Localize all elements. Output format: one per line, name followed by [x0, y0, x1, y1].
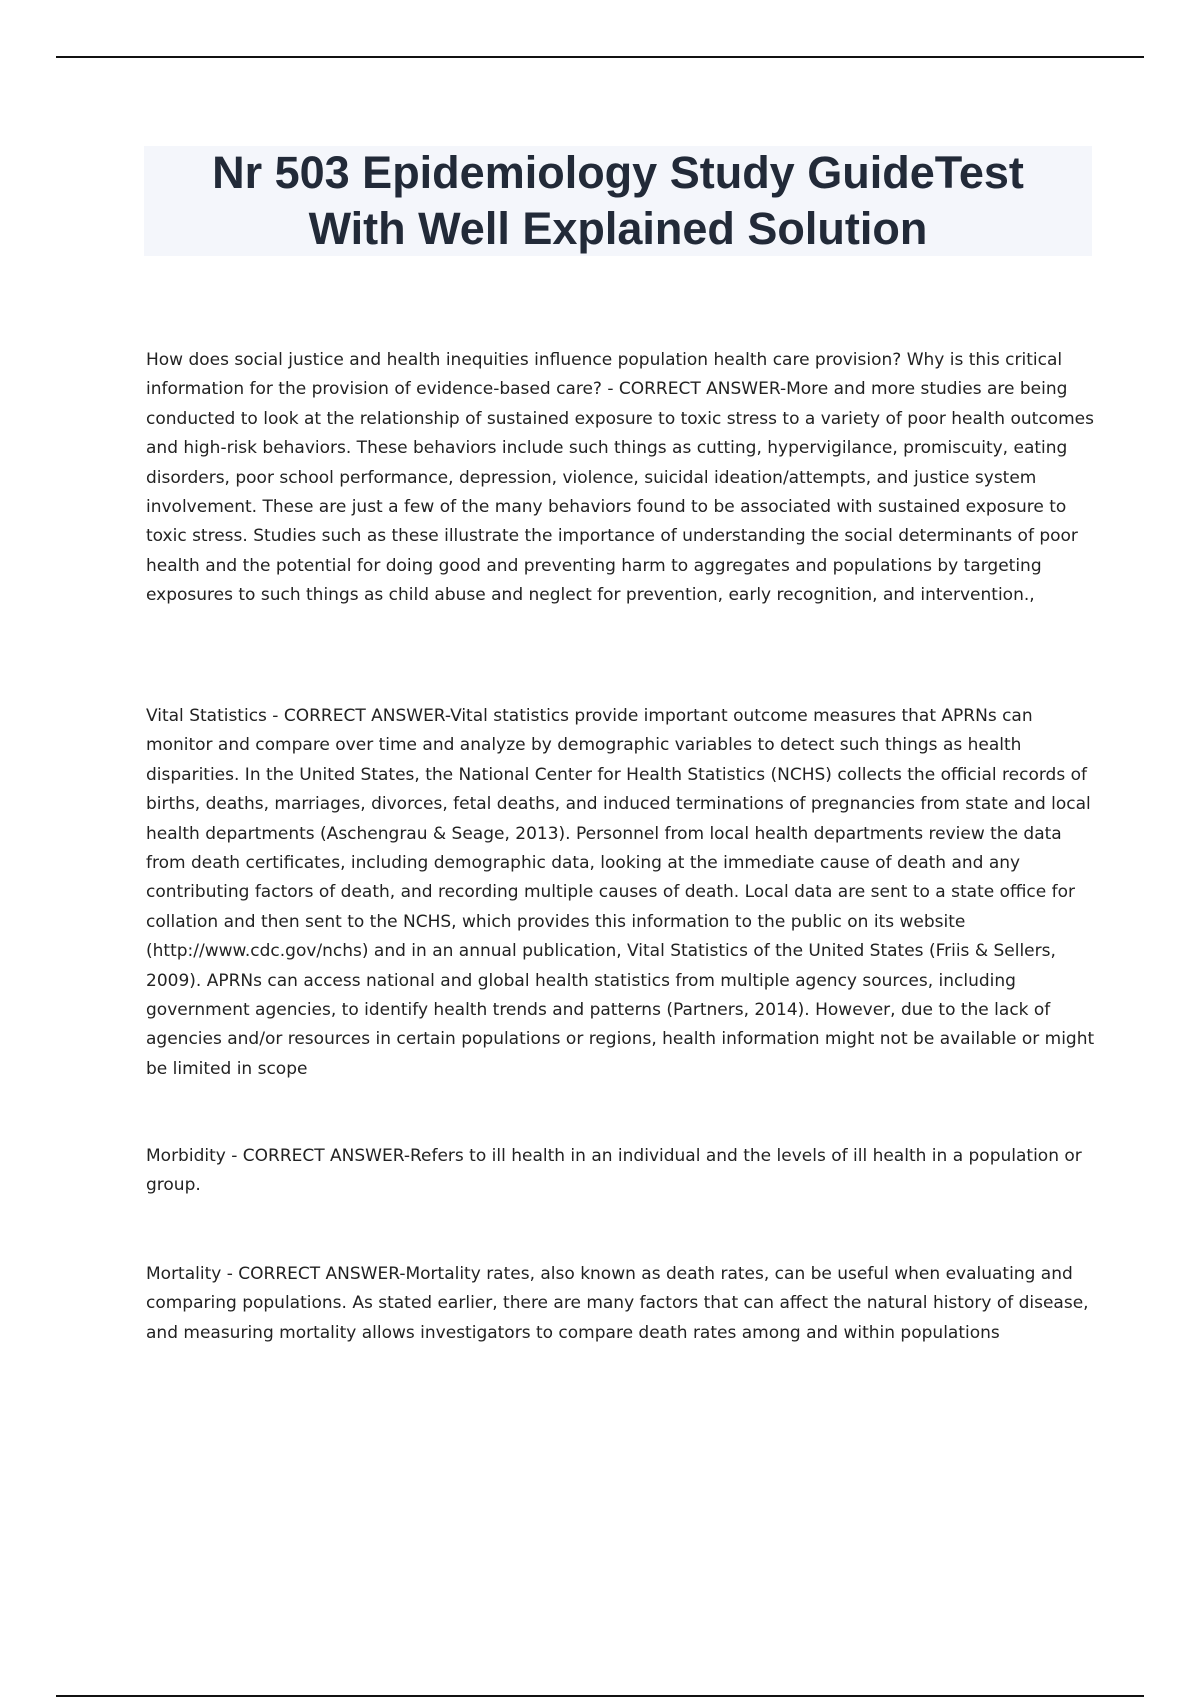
title-line-2: With Well Explained Solution — [308, 203, 928, 254]
title-line-1: Nr 503 Epidemiology Study GuideTest — [212, 147, 1024, 198]
qa-entry-vital-statistics: Vital Statistics - CORRECT ANSWER-Vital statistics provide important outcome measures that APRNs can monitor and compare over time and analyze by demographic variables to detect such things as health disparities. In the United States, the National Center for Health Statistics (NCHS) collects the official records of births, deaths, marriages, divorces, fetal deaths, and induced terminations of pregnancies from state and local health departments (Aschengrau & Seage, 2013). Personnel from local health departments review the data from death certificates, including demographic data, looking at the immediate cause of death and any contributing factors of death, and recording multiple causes of death. Local data are sent to a state office for collation and then sent to the NCHS, which provides this information to the public on its website (http://www.cdc.gov/nchs) and in an annual publication, Vital Statistics of the United States (Friis & Sellers, 2009). APRNs can access national and global health statistics from multiple agency sources, including government agencies, to identify health trends and patterns (Partners, 2014). However, due to the lack of agencies and/or resources in certain populations or regions, health information might not be available or might be limited in scope — [146, 706, 1095, 1079]
qa-entry-mortality: Mortality - CORRECT ANSWER-Mortality rates, also known as death rates, can be useful when evaluating and comparing populations. As stated earlier, there are many factors that can affect the natural history of disease, and measuring mortality allows investigators to compare death rates among and within populations — [146, 1264, 1089, 1343]
title-banner — [144, 146, 1092, 256]
top-divider — [56, 56, 1144, 58]
document-title — [212, 145, 1024, 257]
qa-entry-social-justice: How does social justice and health inequities influence population health care provision? Why is this critical information for the provision of evidence-based care? - CORRECT ANSWER-More and more studies are being conducted to look at the relationship of sustained exposure to toxic stress to a variety of poor health outcomes and high-risk behaviors. These behaviors include such things as cutting, hypervigilance, promiscuity, eating disorders, poor school performance, depression, violence, suicidal ideation/attempts, and justice system involvement. These are just a few of the many behaviors found to be associated with sustained exposure to toxic stress. Studies such as these illustrate the importance of understanding the social determinants of poor health and the potential for doing good and preventing harm to aggregates and populations by targeting exposures to such things as child abuse and neglect for prevention, early recognition, and intervention., — [146, 350, 1094, 606]
qa-entry-morbidity: Morbidity - CORRECT ANSWER-Refers to ill health in an individual and the levels of ill health in a population or group. — [146, 1146, 1082, 1196]
bottom-divider — [56, 1695, 1144, 1697]
